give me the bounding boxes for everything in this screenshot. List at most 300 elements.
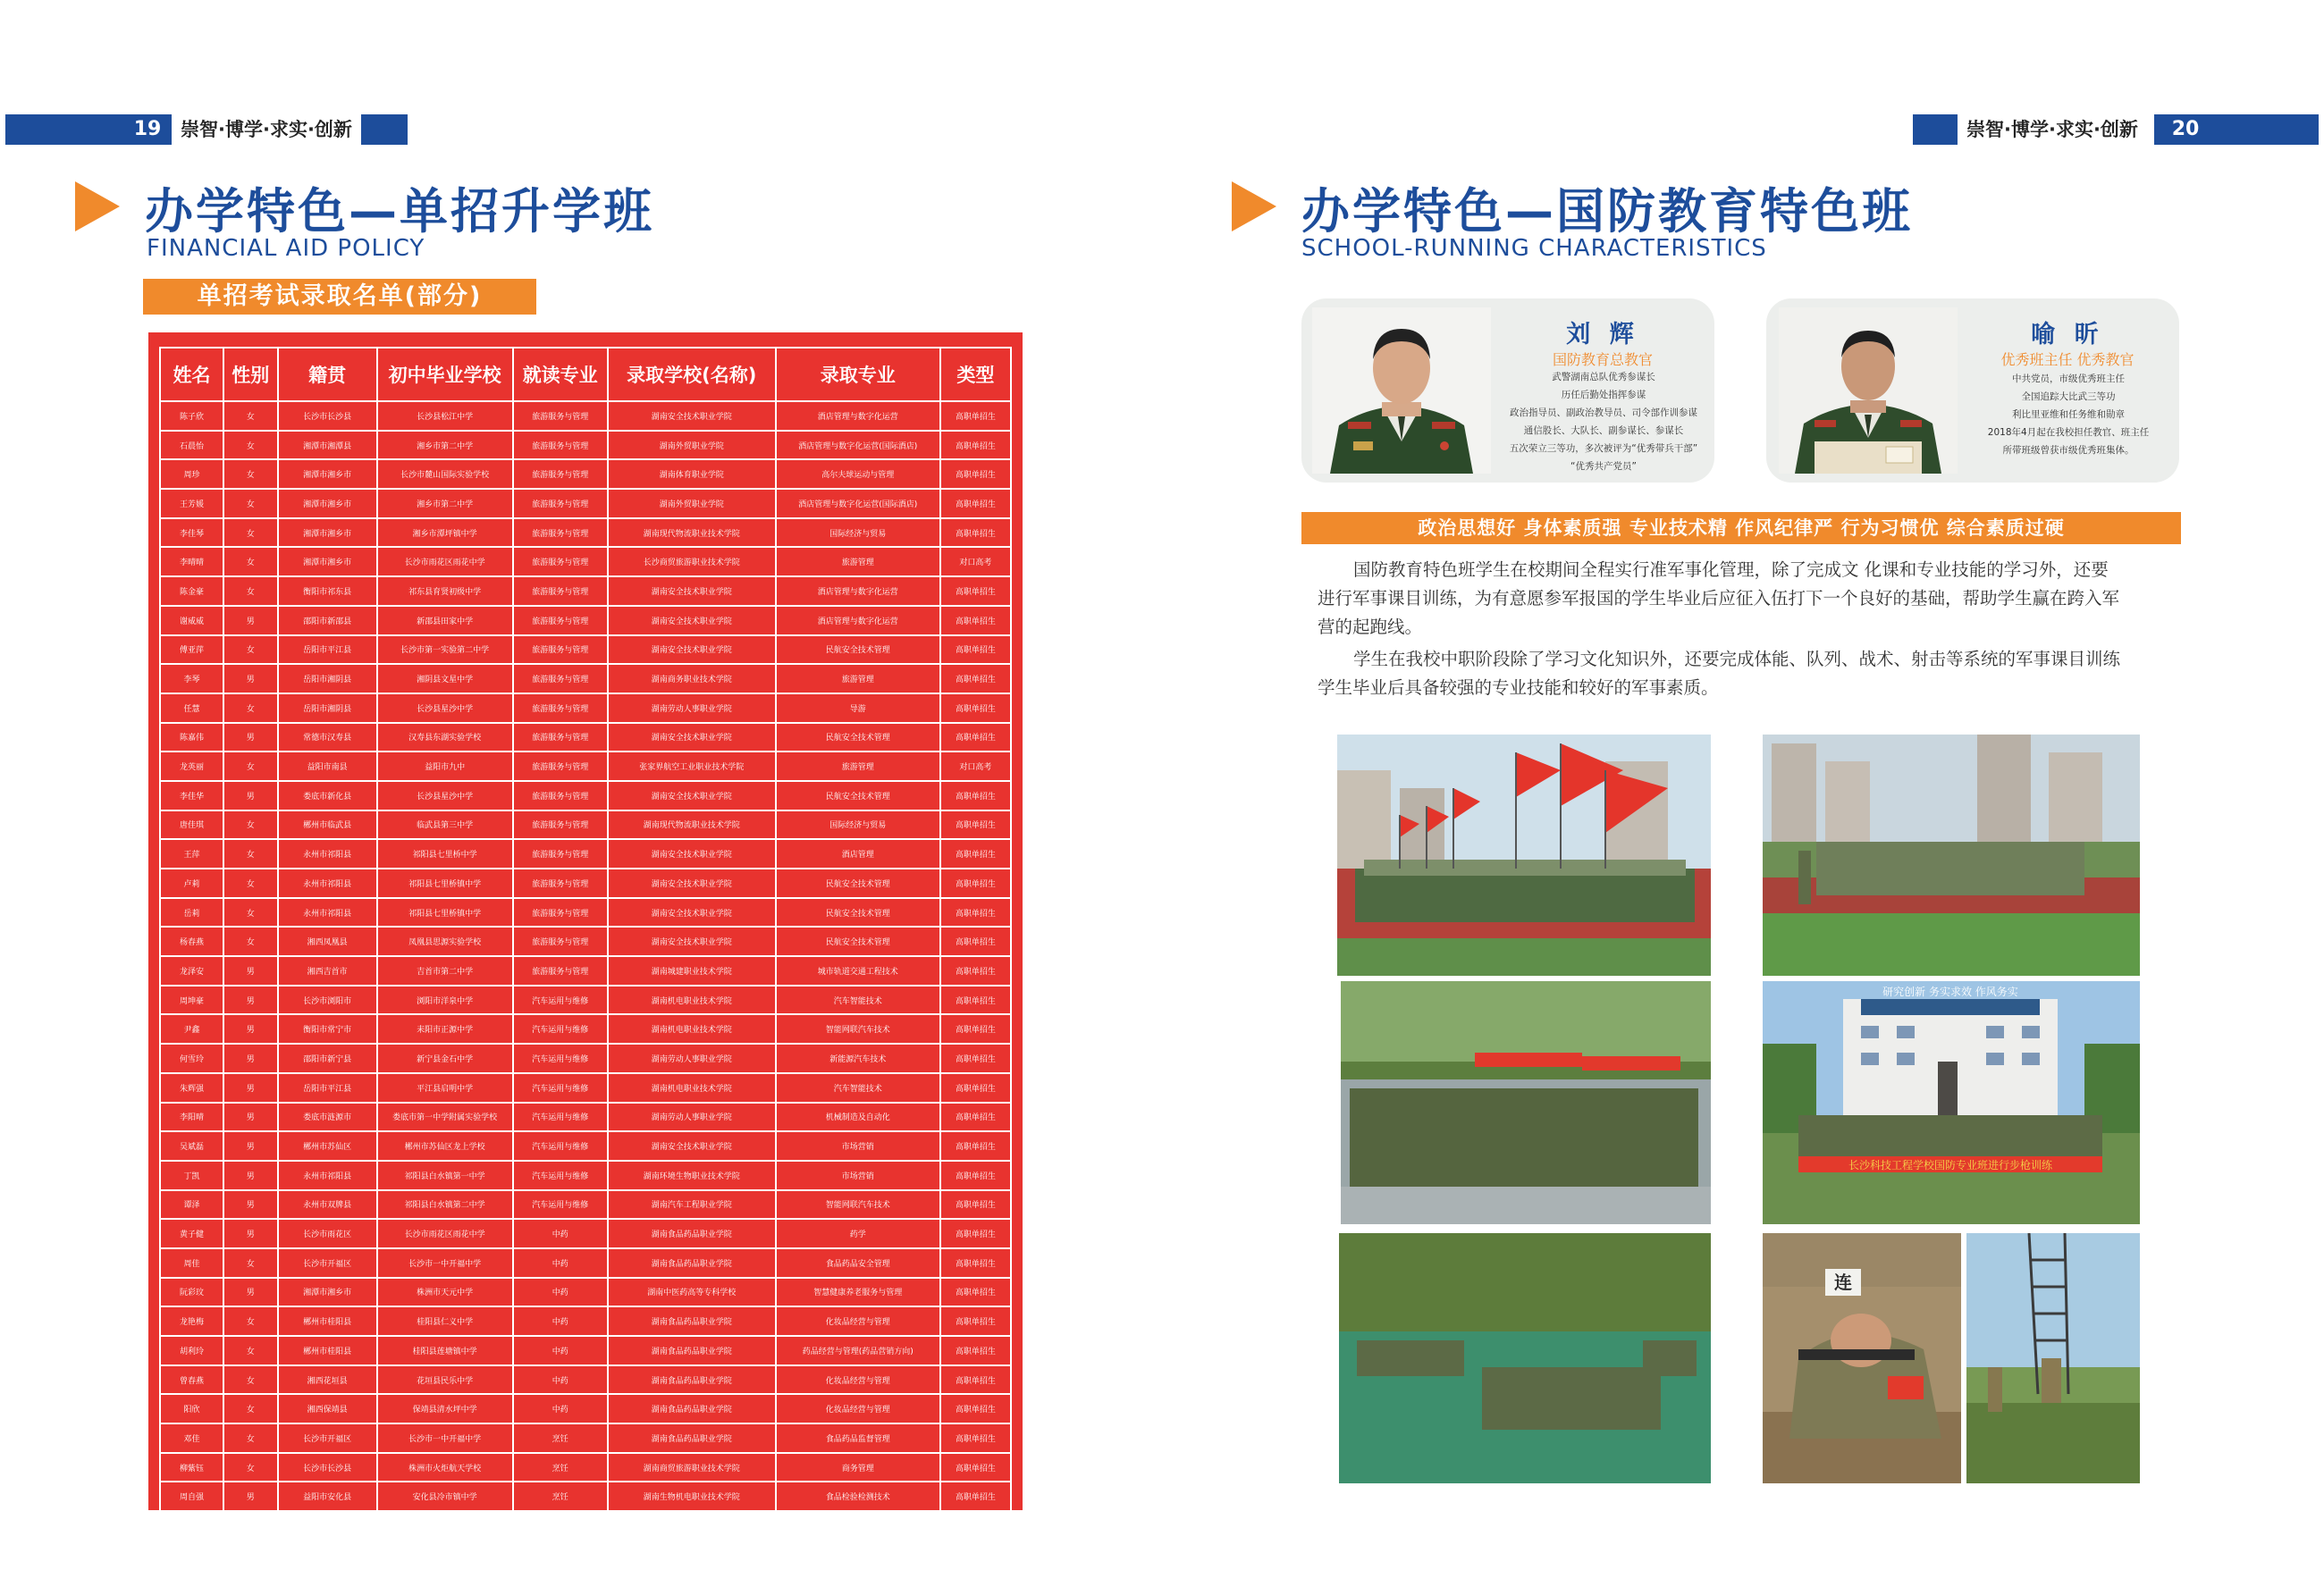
table-cell: 长沙市一中开福中学 xyxy=(377,1248,513,1278)
table-cell: 导游 xyxy=(776,693,940,723)
table-cell: 长沙市雨花区雨花中学 xyxy=(377,1219,513,1248)
table-cell: 女 xyxy=(223,576,278,606)
table-row xyxy=(160,752,1011,781)
table-cell: 傅亚萍 xyxy=(160,635,223,665)
table-cell: 国际经济与贸易 xyxy=(776,518,940,548)
table-header-cell: 姓名 xyxy=(160,348,223,401)
table-cell: 长沙市麓山国际实验学校 xyxy=(377,459,513,489)
table-cell: 黄子健 xyxy=(160,1219,223,1248)
table-row xyxy=(160,576,1011,606)
teacher-desc-yu: 中共党员，市级优秀班主任 全国追踪大比武三等功 利比里亚维和任务维和勋章 2018年4月起在我校担任教官、班主任 所带班级曾获市级优秀班集体。 xyxy=(1987,374,2150,456)
table-cell: 高职单招生 xyxy=(940,693,1011,723)
table-cell: 祁阳县七里桥镇中学 xyxy=(377,869,513,898)
left-title-arrow-icon xyxy=(75,181,120,231)
table-cell: 长沙市一中开福中学 xyxy=(377,1423,513,1453)
intro-paragraph-1: 国防教育特色班学生在校期间全程实行准军事化管理，除了完成文 化课和专业技能的学习外，还要 进行军事课目训练，为有意愿参军报国的学生毕业后应征入伍打下一个良好的基础，帮助学生赢在跨入军 营的起跑线。 xyxy=(1318,559,2120,637)
table-row xyxy=(160,547,1011,576)
table-cell: 湖南安全技术职业学院 xyxy=(608,781,776,810)
table-cell: 阳欣 xyxy=(160,1394,223,1423)
table-row xyxy=(160,431,1011,460)
table-cell: 女 xyxy=(223,810,278,840)
table-cell: 长沙县星沙中学 xyxy=(377,693,513,723)
table-cell: 旅游服务与管理 xyxy=(513,869,608,898)
table-cell: 旅游服务与管理 xyxy=(513,898,608,928)
table-cell: 湖南安全技术职业学院 xyxy=(608,576,776,606)
table-cell: 郴州市临武县 xyxy=(278,810,377,840)
table-header-cell: 录取学校(名称) xyxy=(608,348,776,401)
table-row xyxy=(160,1482,1011,1511)
table-cell: 娄底市新化县 xyxy=(278,781,377,810)
table-cell: 石晨怡 xyxy=(160,431,223,460)
table-cell: 高职单招生 xyxy=(940,1482,1011,1511)
table-row xyxy=(160,1248,1011,1278)
table-cell: 长沙市开福区 xyxy=(278,1248,377,1278)
table-cell: 益阳市安化县 xyxy=(278,1482,377,1511)
table-cell: 男 xyxy=(223,664,278,693)
table-cell: 新能源汽车技术 xyxy=(776,1044,940,1073)
table-cell: 湘乡市潭坪镇中学 xyxy=(377,518,513,548)
table-cell: 旅游服务与管理 xyxy=(513,927,608,956)
table-cell: 男 xyxy=(223,1103,278,1132)
table-cell: 高职单招生 xyxy=(940,839,1011,869)
teacher-name-liu: 刘 辉 xyxy=(1566,321,1639,348)
table-cell: 湘潭市湘乡市 xyxy=(278,1278,377,1307)
photo-seated-training xyxy=(1341,981,1711,1224)
table-cell: 高职单招生 xyxy=(940,986,1011,1015)
table-cell: 唐佳琪 xyxy=(160,810,223,840)
table-cell: 长沙市长沙县 xyxy=(278,401,377,431)
table-cell: 杨春燕 xyxy=(160,927,223,956)
table-cell: 汽车智能技术 xyxy=(776,1073,940,1103)
table-cell: 女 xyxy=(223,839,278,869)
teacher-card-liu xyxy=(1301,298,1714,483)
table-cell: 旅游服务与管理 xyxy=(513,752,608,781)
table-cell: 周自强 xyxy=(160,1482,223,1511)
teacher-desc-liu: 武警湖南总队优秀参谋长 历任后勤处指挥参谋 政治指导员、副政治教导员、司令部作训参谋 通信股长、大队长、副参谋长、参谋长 五次荣立三等功，多次被评为“优秀带兵干部” “优秀共产党员” xyxy=(1509,372,1698,472)
table-cell: 湖南体育职业学院 xyxy=(608,459,776,489)
right-page-number: 20 xyxy=(2154,114,2217,145)
table-row xyxy=(160,1423,1011,1453)
table-row xyxy=(160,1103,1011,1132)
table-cell: 益阳市九中 xyxy=(377,752,513,781)
table-cell: 中药 xyxy=(513,1248,608,1278)
table-cell: 高职单招生 xyxy=(940,1014,1011,1044)
table-cell: 高职单招生 xyxy=(940,956,1011,986)
table-cell: 汽车运用与维修 xyxy=(513,1044,608,1073)
table-cell: 男 xyxy=(223,986,278,1015)
table-cell: 化妆品经营与管理 xyxy=(776,1394,940,1423)
table-cell: 女 xyxy=(223,898,278,928)
table-cell: 湖南安全技术职业学院 xyxy=(608,839,776,869)
table-cell: 湖南城建职业技术学院 xyxy=(608,956,776,986)
table-header-cell: 初中毕业学校 xyxy=(377,348,513,401)
table-cell: 长沙县松江中学 xyxy=(377,401,513,431)
table-cell: 高职单招生 xyxy=(940,664,1011,693)
table-cell: 市场营销 xyxy=(776,1131,940,1161)
table-cell: 女 xyxy=(223,635,278,665)
table-cell: 凤凰县思源实验学校 xyxy=(377,927,513,956)
table-cell: 花垣县民乐中学 xyxy=(377,1365,513,1395)
table-cell: 化妆品经营与管理 xyxy=(776,1306,940,1336)
table-row xyxy=(160,606,1011,635)
table-cell: 旅游服务与管理 xyxy=(513,401,608,431)
table-cell: 高职单招生 xyxy=(940,518,1011,548)
table-header-cell: 录取专业 xyxy=(776,348,940,401)
table-cell: 旅游服务与管理 xyxy=(513,635,608,665)
table-row xyxy=(160,459,1011,489)
table-cell: 祁阳县白水镇第一中学 xyxy=(377,1161,513,1190)
table-cell: 长沙市第一实验第二中学 xyxy=(377,635,513,665)
table-cell: 男 xyxy=(223,606,278,635)
right-page-title: 办学特色—国防教育特色班 xyxy=(1301,183,1913,239)
table-cell: 湖南安全技术职业学院 xyxy=(608,869,776,898)
table-cell: 新邵县田家中学 xyxy=(377,606,513,635)
table-cell: 对口高考 xyxy=(940,752,1011,781)
table-cell: 长沙商贸旅游职业技术学院 xyxy=(608,547,776,576)
table-row xyxy=(160,927,1011,956)
table-cell: 化妆品经营与管理 xyxy=(776,1365,940,1395)
table-cell: 祁阳县白水镇第二中学 xyxy=(377,1190,513,1220)
table-cell: 祁东县育贤初级中学 xyxy=(377,576,513,606)
table-cell: 汽车智能技术 xyxy=(776,986,940,1015)
table-cell: 高职单招生 xyxy=(940,576,1011,606)
table-cell: 湘潭市湘乡市 xyxy=(278,459,377,489)
table-cell: 郴州市桂阳县 xyxy=(278,1336,377,1365)
left-motto: 崇智·博学·求实·创新 xyxy=(172,114,361,145)
table-row xyxy=(160,956,1011,986)
table-cell: 湖南安全技术职业学院 xyxy=(608,606,776,635)
teacher-name-yu: 喻 昕 xyxy=(2031,321,2104,348)
table-cell: 城市轨道交通工程技术 xyxy=(776,956,940,986)
right-page-subtitle: SCHOOL-RUNNING CHARACTERISTICS xyxy=(1301,235,1767,262)
table-cell: 高职单招生 xyxy=(940,489,1011,518)
table-cell: 陈子欣 xyxy=(160,401,223,431)
table-cell: 高职单招生 xyxy=(940,1453,1011,1482)
table-cell: 湘乡市第二中学 xyxy=(377,489,513,518)
table-cell: 湖南中医药高等专科学校 xyxy=(608,1278,776,1307)
table-cell: 民航安全技术管理 xyxy=(776,723,940,752)
table-cell: 高职单招生 xyxy=(940,606,1011,635)
teacher-role-liu: 国防教育总教官 xyxy=(1552,351,1653,368)
table-cell: 国际经济与贸易 xyxy=(776,810,940,840)
table-cell: 女 xyxy=(223,1306,278,1336)
table-cell: 永州市祁阳县 xyxy=(278,1161,377,1190)
table-cell: 岳阳市湘阴县 xyxy=(278,664,377,693)
table-cell: 吉首市第二中学 xyxy=(377,956,513,986)
table-cell: 湖南安全技术职业学院 xyxy=(608,401,776,431)
table-row xyxy=(160,1365,1011,1395)
table-cell: 女 xyxy=(223,927,278,956)
table-cell: 男 xyxy=(223,1161,278,1190)
table-row xyxy=(160,635,1011,665)
table-cell: 烹饪 xyxy=(513,1482,608,1511)
table-cell: 尹鑫 xyxy=(160,1014,223,1044)
table-cell: 智能网联汽车技术 xyxy=(776,1190,940,1220)
table-cell: 汽车运用与维修 xyxy=(513,1103,608,1132)
table-cell: 中药 xyxy=(513,1306,608,1336)
table-header-cell: 性别 xyxy=(223,348,278,401)
table-cell: 旅游服务与管理 xyxy=(513,723,608,752)
photo-sign-text: 研究创新 务实求效 作风务实 xyxy=(1882,986,2018,998)
table-cell: 旅游管理 xyxy=(776,752,940,781)
table-cell: 长沙县星沙中学 xyxy=(377,781,513,810)
table-cell: 湖南现代物流职业技术学院 xyxy=(608,518,776,548)
table-cell: 湘西凤凰县 xyxy=(278,927,377,956)
table-cell: 郴州市苏仙区龙上学校 xyxy=(377,1131,513,1161)
table-cell: 湖南劳动人事职业学院 xyxy=(608,1103,776,1132)
table-cell: 汽车运用与维修 xyxy=(513,1073,608,1103)
table-cell: 耒阳市正源中学 xyxy=(377,1014,513,1044)
table-cell: 何雪玲 xyxy=(160,1044,223,1073)
roster-banner: 单招考试录取名单(部分) xyxy=(143,279,536,315)
table-cell: 中药 xyxy=(513,1336,608,1365)
table-cell: 食品药品安全管理 xyxy=(776,1248,940,1278)
table-cell: 男 xyxy=(223,1131,278,1161)
table-cell: 胡利玲 xyxy=(160,1336,223,1365)
table-cell: 女 xyxy=(223,869,278,898)
right-motto: 崇智·博学·求实·创新 xyxy=(1958,114,2176,145)
table-cell: 湖南安全技术职业学院 xyxy=(608,723,776,752)
table-cell: 高职单招生 xyxy=(940,1306,1011,1336)
table-cell: 药学 xyxy=(776,1219,940,1248)
table-cell: 周佳 xyxy=(160,1248,223,1278)
table-cell: 市场营销 xyxy=(776,1161,940,1190)
table-cell: 湘阴县文星中学 xyxy=(377,664,513,693)
table-cell: 谭泽 xyxy=(160,1190,223,1220)
table-cell: 张家界航空工业职业技术学院 xyxy=(608,752,776,781)
table-cell: 中药 xyxy=(513,1365,608,1395)
table-cell: 湖南机电职业技术学院 xyxy=(608,1014,776,1044)
table-cell: 株洲市火炬航天学校 xyxy=(377,1453,513,1482)
table-cell: 高职单招生 xyxy=(940,1336,1011,1365)
table-cell: 邓佳 xyxy=(160,1423,223,1453)
photo-formation-track xyxy=(1763,735,2140,976)
table-cell: 女 xyxy=(223,752,278,781)
table-cell: 高职单招生 xyxy=(940,869,1011,898)
teacher-photo-liu xyxy=(1312,307,1491,474)
table-cell: 旅游服务与管理 xyxy=(513,781,608,810)
table-row xyxy=(160,1394,1011,1423)
table-cell: 娄底市第一中学附属实验学校 xyxy=(377,1103,513,1132)
table-row xyxy=(160,1190,1011,1220)
table-cell: 女 xyxy=(223,1248,278,1278)
table-cell: 民航安全技术管理 xyxy=(776,635,940,665)
table-cell: 湖南现代物流职业技术学院 xyxy=(608,810,776,840)
table-cell: 桂阳县莲塘镇中学 xyxy=(377,1336,513,1365)
table-cell: 龙艳梅 xyxy=(160,1306,223,1336)
table-cell: 湘潭市湘乡市 xyxy=(278,547,377,576)
table-cell: 丁凯 xyxy=(160,1161,223,1190)
table-cell: 高职单招生 xyxy=(940,1103,1011,1132)
table-cell: 高职单招生 xyxy=(940,1423,1011,1453)
table-cell: 陈金豪 xyxy=(160,576,223,606)
table-cell: 湖南安全技术职业学院 xyxy=(608,1131,776,1161)
table-cell: 旅游服务与管理 xyxy=(513,956,608,986)
table-cell: 女 xyxy=(223,1365,278,1395)
table-row xyxy=(160,781,1011,810)
table-cell: 湖南生物机电职业技术学院 xyxy=(608,1482,776,1511)
table-header-cell: 就读专业 xyxy=(513,348,608,401)
table-cell: 男 xyxy=(223,781,278,810)
table-row xyxy=(160,986,1011,1015)
photo-jersey-tag: 连 xyxy=(1834,1272,1852,1293)
table-cell: 湖南外贸职业学院 xyxy=(608,431,776,460)
table-cell: 李晴晴 xyxy=(160,547,223,576)
table-row xyxy=(160,518,1011,548)
table-cell: 中药 xyxy=(513,1278,608,1307)
table-row xyxy=(160,1219,1011,1248)
table-cell: 益阳市南县 xyxy=(278,752,377,781)
table-cell: 娄底市涟源市 xyxy=(278,1103,377,1132)
table-cell: 高职单招生 xyxy=(940,1190,1011,1220)
table-row xyxy=(160,489,1011,518)
left-page-number: 19 xyxy=(116,114,179,145)
teacher-card-yu xyxy=(1766,298,2179,483)
table-cell: 长沙市开福区 xyxy=(278,1423,377,1453)
table-cell: 浏阳市洋泉中学 xyxy=(377,986,513,1015)
table-cell: 邵阳市新邵县 xyxy=(278,606,377,635)
admission-table xyxy=(148,332,1023,1510)
photo-group-statue xyxy=(1763,981,2140,1224)
table-cell: 男 xyxy=(223,1073,278,1103)
table-row xyxy=(160,810,1011,840)
table-cell: 湖南商贸旅游职业技术学院 xyxy=(608,1453,776,1482)
photo-rope-ladder xyxy=(1966,1233,2140,1483)
table-cell: 阮彩玟 xyxy=(160,1278,223,1307)
table-cell: 平江县启明中学 xyxy=(377,1073,513,1103)
table-row xyxy=(160,1073,1011,1103)
table-cell: 湖南环境生物职业技术学院 xyxy=(608,1161,776,1190)
table-cell: 郴州市苏仙区 xyxy=(278,1131,377,1161)
table-cell: 高职单招生 xyxy=(940,1365,1011,1395)
photo-flag-drill xyxy=(1337,735,1711,976)
table-row xyxy=(160,869,1011,898)
table-cell: 高职单招生 xyxy=(940,635,1011,665)
table-cell: 高职单招生 xyxy=(940,927,1011,956)
table-cell: 汉寿县东湖实验学校 xyxy=(377,723,513,752)
table-cell: 女 xyxy=(223,547,278,576)
table-cell: 岳阳市平江县 xyxy=(278,1073,377,1103)
table-cell: 女 xyxy=(223,489,278,518)
table-row xyxy=(160,401,1011,431)
table-cell: 龙英丽 xyxy=(160,752,223,781)
table-row xyxy=(160,1044,1011,1073)
table-cell: 女 xyxy=(223,431,278,460)
table-cell: 酒店管理与数字化运营(国际酒店) xyxy=(776,431,940,460)
table-cell: 高职单招生 xyxy=(940,401,1011,431)
table-cell: 陈嘉伟 xyxy=(160,723,223,752)
table-cell: 智慧健康养老服务与管理 xyxy=(776,1278,940,1307)
table-cell: 民航安全技术管理 xyxy=(776,898,940,928)
table-cell: 岳莉 xyxy=(160,898,223,928)
table-cell: 湘乡市第二中学 xyxy=(377,431,513,460)
table-cell: 高职单招生 xyxy=(940,810,1011,840)
table-cell: 湘潭市湘乡市 xyxy=(278,518,377,548)
table-cell: 女 xyxy=(223,401,278,431)
table-cell: 烹饪 xyxy=(513,1423,608,1453)
table-cell: 龙泽安 xyxy=(160,956,223,986)
table-cell: 李佳琴 xyxy=(160,518,223,548)
table-row xyxy=(160,664,1011,693)
table-cell: 民航安全技术管理 xyxy=(776,927,940,956)
table-cell: 智能网联汽车技术 xyxy=(776,1014,940,1044)
table-cell: 任慧 xyxy=(160,693,223,723)
table-cell: 谢威威 xyxy=(160,606,223,635)
table-row xyxy=(160,1161,1011,1190)
table-cell: 王萍 xyxy=(160,839,223,869)
table-cell: 汽车运用与维修 xyxy=(513,1161,608,1190)
table-cell: 女 xyxy=(223,1336,278,1365)
table-cell: 湖南商务职业技术学院 xyxy=(608,664,776,693)
table-cell: 女 xyxy=(223,518,278,548)
table-cell: 保靖县清水坪中学 xyxy=(377,1394,513,1423)
table-row xyxy=(160,693,1011,723)
table-cell: 汽车运用与维修 xyxy=(513,1190,608,1220)
table-cell: 机械制造及自动化 xyxy=(776,1103,940,1132)
table-cell: 对口高考 xyxy=(940,547,1011,576)
table-cell: 王芳媛 xyxy=(160,489,223,518)
table-cell: 株洲市天元中学 xyxy=(377,1278,513,1307)
table-cell: 湖南安全技术职业学院 xyxy=(608,927,776,956)
table-cell: 湖南汽车工程职业学院 xyxy=(608,1190,776,1220)
table-cell: 女 xyxy=(223,1423,278,1453)
table-cell: 食品检验检测技术 xyxy=(776,1482,940,1511)
table-cell: 湖南机电职业技术学院 xyxy=(608,1073,776,1103)
table-cell: 食品药品监督管理 xyxy=(776,1423,940,1453)
table-cell: 旅游服务与管理 xyxy=(513,693,608,723)
table-cell: 吴斌磊 xyxy=(160,1131,223,1161)
table-header-row xyxy=(160,348,1011,401)
left-page-title: 办学特色—单招升学班 xyxy=(145,183,654,239)
table-cell: 永州市祁阳县 xyxy=(278,869,377,898)
table-cell: 桂阳县仁义中学 xyxy=(377,1306,513,1336)
table-cell: 旅游服务与管理 xyxy=(513,810,608,840)
photo-banner-text: 长沙科技工程学校国防专业班进行步枪训练 xyxy=(1848,1159,2053,1171)
table-cell: 中药 xyxy=(513,1219,608,1248)
table-cell: 酒店管理与数字化运营(国际酒店) xyxy=(776,489,940,518)
table-cell: 高职单招生 xyxy=(940,723,1011,752)
table-cell: 祁阳县七里桥中学 xyxy=(377,839,513,869)
table-cell: 男 xyxy=(223,1014,278,1044)
table-cell: 湖南劳动人事职业学院 xyxy=(608,1044,776,1073)
table-cell: 湖南食品药品职业学院 xyxy=(608,1248,776,1278)
table-cell: 汽车运用与维修 xyxy=(513,1014,608,1044)
table-cell: 李佳华 xyxy=(160,781,223,810)
table-row xyxy=(160,839,1011,869)
table-cell: 安化县冷市镇中学 xyxy=(377,1482,513,1511)
table-cell: 周珍 xyxy=(160,459,223,489)
table-cell: 女 xyxy=(223,693,278,723)
table-cell: 民航安全技术管理 xyxy=(776,781,940,810)
table-cell: 岳阳市平江县 xyxy=(278,635,377,665)
table-cell: 男 xyxy=(223,1044,278,1073)
table-cell: 酒店管理 xyxy=(776,839,940,869)
table-cell: 新宁县金石中学 xyxy=(377,1044,513,1073)
table-cell: 高职单招生 xyxy=(940,431,1011,460)
table-cell: 湖南食品药品职业学院 xyxy=(608,1336,776,1365)
table-cell: 女 xyxy=(223,1453,278,1482)
table-cell: 永州市祁阳县 xyxy=(278,898,377,928)
table-cell: 湖南食品药品职业学院 xyxy=(608,1423,776,1453)
intro-paragraph-2: 学生在我校中职阶段除了学习文化知识外，还要完成体能、队列、战术、射击等系统的军事课目训练 学生毕业后具备较强的专业技能和较好的军事素质。 xyxy=(1318,649,2121,698)
table-row xyxy=(160,1336,1011,1365)
table-cell: 湖南劳动人事职业学院 xyxy=(608,693,776,723)
table-cell: 湘潭市湘乡市 xyxy=(278,489,377,518)
table-cell: 郴州市桂阳县 xyxy=(278,1306,377,1336)
table-cell: 湘西保靖县 xyxy=(278,1394,377,1423)
table-cell: 长沙市长沙县 xyxy=(278,1453,377,1482)
table-cell: 湖南机电职业技术学院 xyxy=(608,986,776,1015)
